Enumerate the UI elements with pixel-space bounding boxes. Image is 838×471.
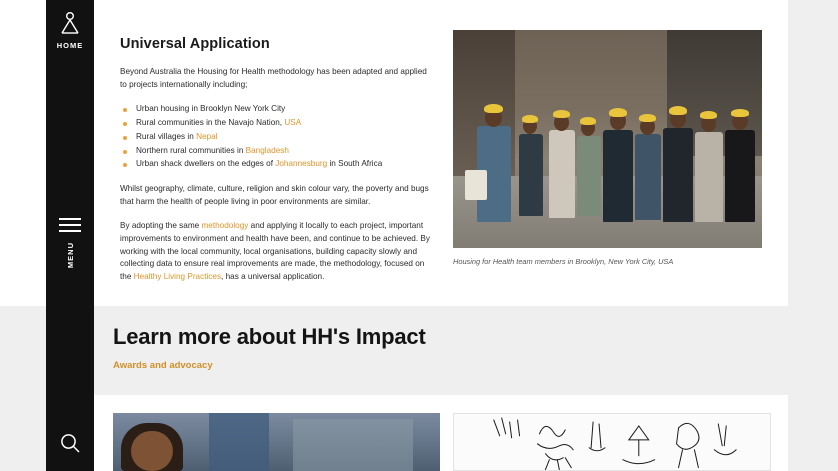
impact-title: Learn more about HH's Impact — [113, 324, 426, 349]
list-item-text: Urban housing in Brooklyn New York City — [136, 104, 286, 114]
page-title: Universal Application — [120, 36, 270, 52]
sidebar-item-home[interactable] — [46, 8, 94, 50]
street-photo-brooklyn — [453, 30, 762, 248]
article-paragraph-2: Whilst geography, climate, culture, religion and skin colour vary, the poverty and bugs that harm the health of people living in poor environments are similar. — [120, 183, 429, 206]
list-item-text: Northern rural communities in — [136, 145, 246, 155]
sidebar-item-menu[interactable] — [46, 218, 94, 273]
paragraph-3-text-2: and applying it locally to each project, important improvements to environment and health have been, and continue to be achieved. By working with the local community, local organisations, building capacity slowly and collecting data to ensure real improvements are made, the methodology, focused on the — [120, 221, 430, 282]
figure-caption: Housing for Health team members in Brooklyn, New York City, USA — [453, 257, 674, 266]
list-item — [120, 117, 430, 130]
sidebar-menu-label: MENU — [65, 242, 75, 269]
impact-heading-block — [113, 324, 813, 371]
article-figure — [453, 30, 762, 267]
list-item-text-post: in South Africa — [327, 159, 383, 169]
list-item-text: Urban shack dwellers on the edges of — [136, 159, 276, 169]
search-icon[interactable] — [59, 432, 81, 459]
home-person-icon — [46, 8, 94, 38]
universal-application-card — [94, 0, 788, 306]
tile-sketch-drawing[interactable] — [453, 413, 771, 471]
sidebar-home-label: HOME — [56, 41, 84, 50]
methodology-link[interactable]: methodology — [201, 221, 249, 231]
sidebar-item-search[interactable] — [46, 432, 94, 459]
list-item — [120, 103, 430, 116]
article-intro: Beyond Australia the Housing for Health methodology has been adapted and applied to projects internationally including; — [120, 67, 427, 89]
list-item-link[interactable]: Nepal — [196, 131, 218, 141]
article-paragraph-3 — [120, 220, 430, 284]
list-item — [120, 145, 430, 158]
list-item-link[interactable]: Johannesburg — [275, 159, 328, 169]
impact-tiles-card — [94, 395, 788, 471]
hamburger-menu-icon[interactable] — [59, 218, 81, 232]
list-item-text: Rural villages in — [136, 131, 197, 141]
list-item — [120, 158, 430, 171]
sketch-lines-icon — [454, 414, 770, 471]
application-list — [120, 103, 430, 171]
list-item-link[interactable]: USA — [284, 118, 302, 128]
healthy-living-practices-link[interactable]: Healthy Living Practices — [133, 272, 222, 282]
paragraph-3-text-3: , has a universal application. — [221, 272, 325, 282]
tile-photo-boy[interactable] — [113, 413, 440, 471]
impact-subtitle: Awards and advocacy — [113, 360, 213, 371]
paragraph-3-text-1: By adopting the same — [120, 221, 202, 231]
list-item-link[interactable]: Bangladesh — [245, 145, 289, 155]
article-text-column — [120, 36, 430, 296]
list-item-text: Rural communities in the Navajo Nation, — [136, 118, 285, 128]
left-sidebar — [46, 0, 94, 471]
list-item — [120, 131, 430, 144]
